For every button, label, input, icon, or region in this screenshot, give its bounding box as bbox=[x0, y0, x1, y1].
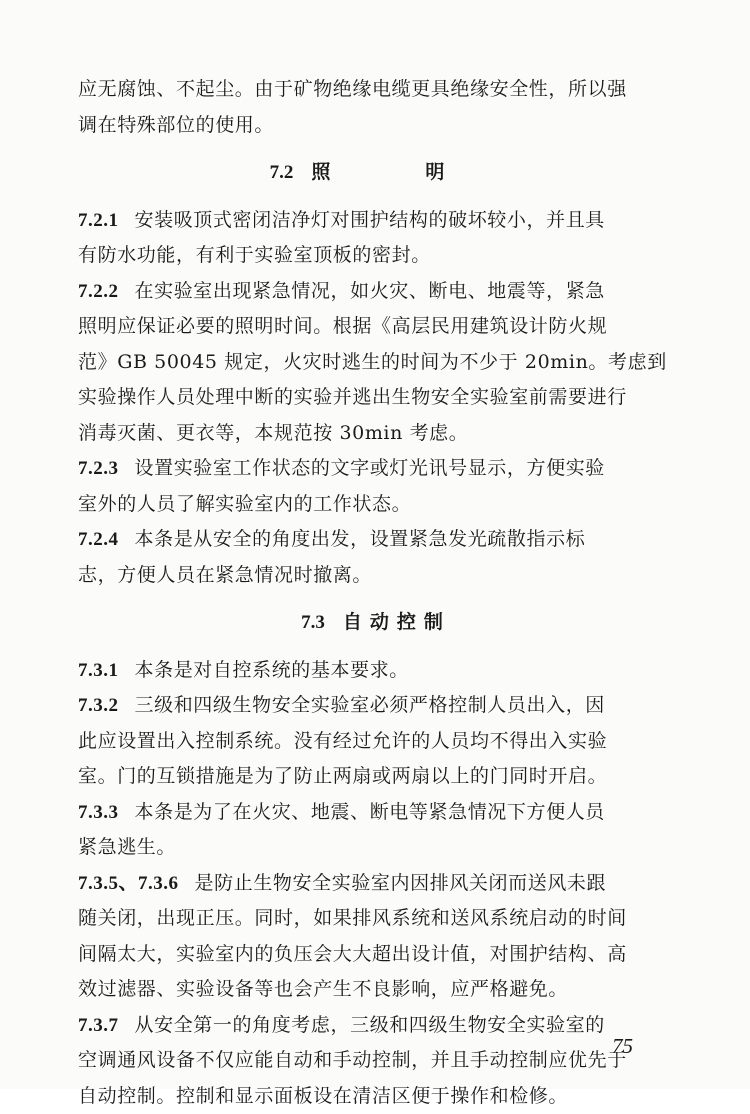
text-line: 消毒灭菌、更衣等，本规范按 30min 考虑。 bbox=[78, 416, 674, 452]
text-line: 此应设置出入控制系统。没有经过允许的人员均不得出入实验 bbox=[78, 724, 674, 760]
clause-7-3-7 bbox=[78, 1008, 674, 1114]
section-heading-7-3 bbox=[78, 605, 674, 641]
section-title: 自动控制 bbox=[343, 611, 451, 633]
section-number: 7.3 bbox=[301, 612, 325, 633]
clause-number: 7.2.2 bbox=[78, 274, 119, 310]
text-line: 室外的人员了解实验室内的工作状态。 bbox=[78, 487, 674, 523]
clause-number: 7.3.3 bbox=[78, 795, 119, 831]
clause-number: 7.3.5、7.3.6 bbox=[78, 866, 179, 902]
section-title: 照 明 bbox=[311, 161, 482, 183]
text-line: 自动控制。控制和显示面板设在清洁区便于操作和检修。 bbox=[78, 1079, 674, 1114]
page-number: 75 bbox=[612, 1034, 633, 1059]
clause-number: 7.2.3 bbox=[78, 451, 119, 487]
clause-7-2-2 bbox=[78, 274, 674, 452]
text-line: 在实验室出现紧急情况，如火灾、断电、地震等，紧急 bbox=[135, 280, 605, 302]
text-line: 三级和四级生物安全实验室必须严格控制人员出入，因 bbox=[135, 694, 605, 716]
text-line: 本条是从安全的角度出发，设置紧急发光疏散指示标 bbox=[135, 528, 586, 550]
text-line: 随关闭，出现正压。同时，如果排风系统和送风系统启动的时间 bbox=[78, 901, 674, 937]
text-line: 室。门的互锁措施是为了防止两扇或两扇以上的门同时开启。 bbox=[78, 759, 674, 795]
text-line: 照明应保证必要的照明时间。根据《高层民用建筑设计防火规 bbox=[78, 309, 674, 345]
clause-number: 7.2.1 bbox=[78, 203, 119, 239]
text-line: 志，方便人员在紧急情况时撤离。 bbox=[78, 558, 674, 594]
text-line: 从安全第一的角度考虑，三级和四级生物安全实验室的 bbox=[135, 1014, 605, 1036]
text-line: 有防水功能，有利于实验室顶板的密封。 bbox=[78, 238, 674, 274]
text-line: 效过滤器、实验设备等也会产生不良影响，应严格避免。 bbox=[78, 972, 674, 1008]
clause-7-3-3 bbox=[78, 795, 674, 866]
text-line: 本条是对自控系统的基本要求。 bbox=[135, 659, 409, 681]
clause-7-2-1 bbox=[78, 203, 674, 274]
clause-7-3-5-7-3-6 bbox=[78, 866, 674, 1008]
clause-7-3-1 bbox=[78, 653, 674, 689]
page-content bbox=[78, 72, 674, 1114]
clause-number: 7.2.4 bbox=[78, 522, 119, 558]
clause-number: 7.3.7 bbox=[78, 1008, 119, 1044]
text-line: 范》GB 50045 规定，火灾时逃生的时间为不少于 20min。考虑到 bbox=[78, 345, 674, 381]
text-line: 实验操作人员处理中断的实验并逃出生物安全实验室前需要进行 bbox=[78, 380, 674, 416]
intro-paragraph bbox=[78, 72, 674, 143]
section-number: 7.2 bbox=[270, 162, 294, 183]
text-line: 间隔太大，实验室内的负压会大大超出设计值，对围护结构、高 bbox=[78, 937, 674, 973]
text-line: 安装吸顶式密闭洁净灯对围护结构的破坏较小，并且具 bbox=[135, 209, 605, 231]
clause-7-2-4 bbox=[78, 522, 674, 593]
text-line: 调在特殊部位的使用。 bbox=[78, 108, 674, 144]
text-line: 本条是为了在火灾、地震、断电等紧急情况下方便人员 bbox=[135, 801, 605, 823]
text-line: 应无腐蚀、不起尘。由于矿物绝缘电缆更具绝缘安全性，所以强 bbox=[78, 72, 674, 108]
clause-7-2-3 bbox=[78, 451, 674, 522]
text-line: 空调通风设备不仅应能自动和手动控制，并且手动控制应优先于 bbox=[78, 1043, 674, 1079]
clause-7-3-2 bbox=[78, 688, 674, 795]
section-heading-7-2 bbox=[78, 155, 674, 191]
clause-number: 7.3.1 bbox=[78, 653, 119, 689]
text-line: 设置实验室工作状态的文字或灯光讯号显示，方便实验 bbox=[135, 457, 605, 479]
clause-number: 7.3.2 bbox=[78, 688, 119, 724]
text-line: 是防止生物安全实验室内因排风关闭而送风未跟 bbox=[195, 872, 607, 894]
text-line: 紧急逃生。 bbox=[78, 830, 674, 866]
